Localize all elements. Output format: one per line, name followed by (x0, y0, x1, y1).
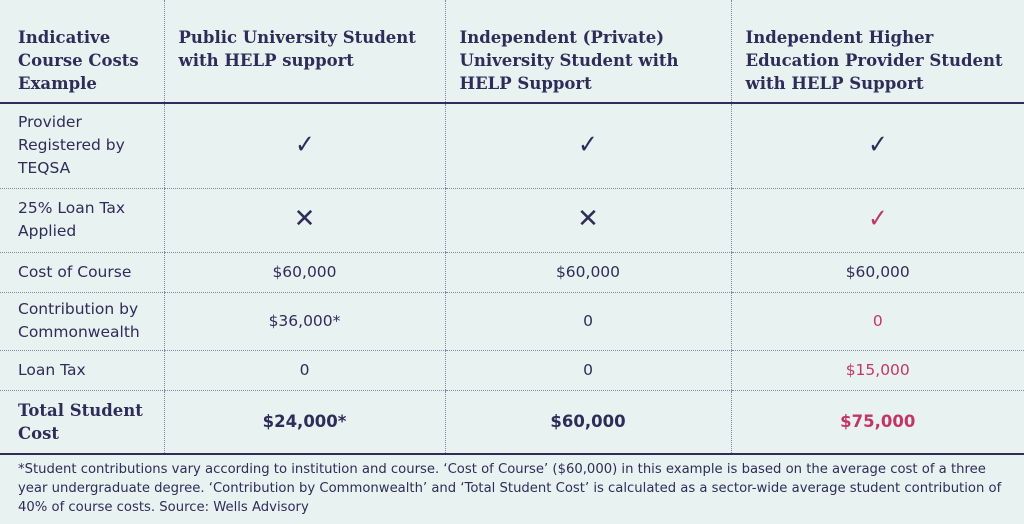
cell-loan-tax-independent: $15,000 (731, 350, 1024, 390)
header-indicative-costs: Indicative Course Costs Example (0, 0, 164, 103)
cell-provider-registered-public (164, 103, 445, 188)
cell-total-public: $24,000* (164, 390, 445, 454)
row-label-loan-tax-applied: 25% Loan Tax Applied (0, 188, 164, 252)
cell-commonwealth-public: $36,000* (164, 292, 445, 350)
cross-icon: ✕ (293, 204, 316, 234)
table-row (0, 188, 1024, 252)
check-icon: ✓ (294, 129, 315, 160)
table-row (0, 252, 1024, 292)
table-row (0, 350, 1024, 390)
row-label-cost-of-course: Cost of Course (0, 252, 164, 292)
check-icon: ✓ (867, 204, 888, 234)
row-label-commonwealth-contribution: Contribution by Commonwealth (0, 292, 164, 350)
cell-loan-tax-public: 0 (164, 350, 445, 390)
cell-commonwealth-private: 0 (445, 292, 731, 350)
cell-loan-tax-private: 0 (445, 350, 731, 390)
cell-loan-tax-applied-independent (731, 188, 1024, 252)
row-label-loan-tax: Loan Tax (0, 350, 164, 390)
header-independent-private-university: Independent (Private) University Student with HELP Support (445, 0, 731, 103)
cell-provider-registered-independent (731, 103, 1024, 188)
cell-total-independent: $75,000 (731, 390, 1024, 454)
cell-total-private: $60,000 (445, 390, 731, 454)
cell-provider-registered-private (445, 103, 731, 188)
check-icon: ✓ (867, 129, 888, 160)
table-row-total (0, 390, 1024, 454)
cell-cost-independent: $60,000 (731, 252, 1024, 292)
row-label-total-student-cost: Total Student Cost (0, 390, 164, 454)
table-header-row (0, 0, 1024, 103)
cell-commonwealth-independent: 0 (731, 292, 1024, 350)
header-public-university: Public University Student with HELP support (164, 0, 445, 103)
cross-icon: ✕ (577, 204, 599, 234)
check-icon: ✓ (578, 129, 598, 160)
cell-cost-public: $60,000 (164, 252, 445, 292)
table-row (0, 103, 1024, 188)
cell-cost-private: $60,000 (445, 252, 731, 292)
cell-loan-tax-applied-public (164, 188, 445, 252)
header-independent-higher-education-provider: Independent Higher Education Provider Student with HELP Support (731, 0, 1024, 103)
footnote: *Student contributions vary according to institution and course. ‘Cost of Course’ ($60,000) in this example is based on the average cost of a three year undergraduate degree. ‘Contribution by Commonwealth’ and ‘Total Student Cost’ is calculated as a sector-wide average student contribution of 40% of course costs. Source: Wells Advisory (18, 462, 1002, 515)
row-label-provider-registered: Provider Registered by TEQSA (0, 103, 164, 188)
cell-loan-tax-applied-private (445, 188, 731, 252)
table-row (0, 292, 1024, 350)
